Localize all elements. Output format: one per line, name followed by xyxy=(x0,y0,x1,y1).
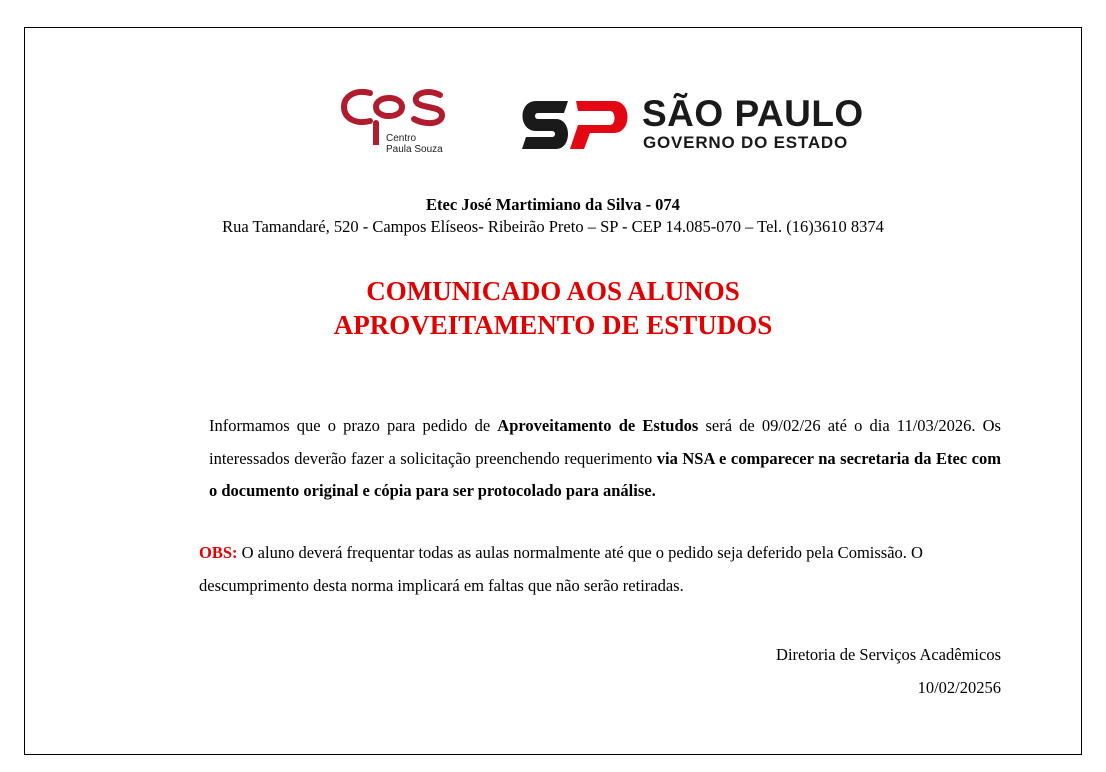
obs-text: O aluno deverá frequentar todas as aulas normalmente até que o pedido seja deferido pela Comissão. O descumprimento desta norma implicará em faltas que não serão retiradas. xyxy=(199,543,923,595)
paragraph-highlight-2: via NSA e comparecer na secretaria da Etec com o documento original e cópia para ser protocolado para análise. xyxy=(209,448,1001,500)
cps-logo xyxy=(340,85,450,157)
sp-logo-mark xyxy=(520,99,630,151)
paragraph-text-1: Informamos que o prazo para pedido de xyxy=(209,416,498,435)
notice-paragraph xyxy=(209,410,1001,508)
obs-label: OBS: xyxy=(199,543,238,562)
sp-logo-subtitle: GOVERNO DO ESTADO xyxy=(643,133,849,152)
paragraph-highlight-1: Aproveitamento de Estudos xyxy=(497,416,699,435)
notice-title: COMUNICADO AOS ALUNOS xyxy=(366,276,740,306)
cps-subtitle-line2: Paula Souza xyxy=(386,144,443,155)
signature-block xyxy=(776,638,1001,704)
observation-note xyxy=(199,537,1001,602)
signature-department: Diretoria de Serviços Acadêmicos xyxy=(776,645,1001,664)
cps-logo-subtitle xyxy=(386,133,443,155)
school-name: Etec José Martimiano da Silva - 074 xyxy=(426,195,680,214)
paragraph-text-2: será de 09/02/26 até o dia 11/03/2026. Os interessados deverão fazer a solicitação preenchendo requerimento xyxy=(209,416,1001,468)
cps-subtitle-line1: Centro xyxy=(386,133,417,144)
signature-date: 10/02/20256 xyxy=(917,678,1001,697)
notice-subtitle: APROVEITAMENTO DE ESTUDOS xyxy=(333,310,773,340)
sp-logo-title: SÃO PAULO xyxy=(642,93,864,134)
sp-government-logo xyxy=(520,93,880,156)
school-address: Rua Tamandaré, 520 - Campos Elíseos- Ribeirão Preto – SP - CEP 14.085-070 – Tel. (16)3610 8374 xyxy=(222,217,884,236)
